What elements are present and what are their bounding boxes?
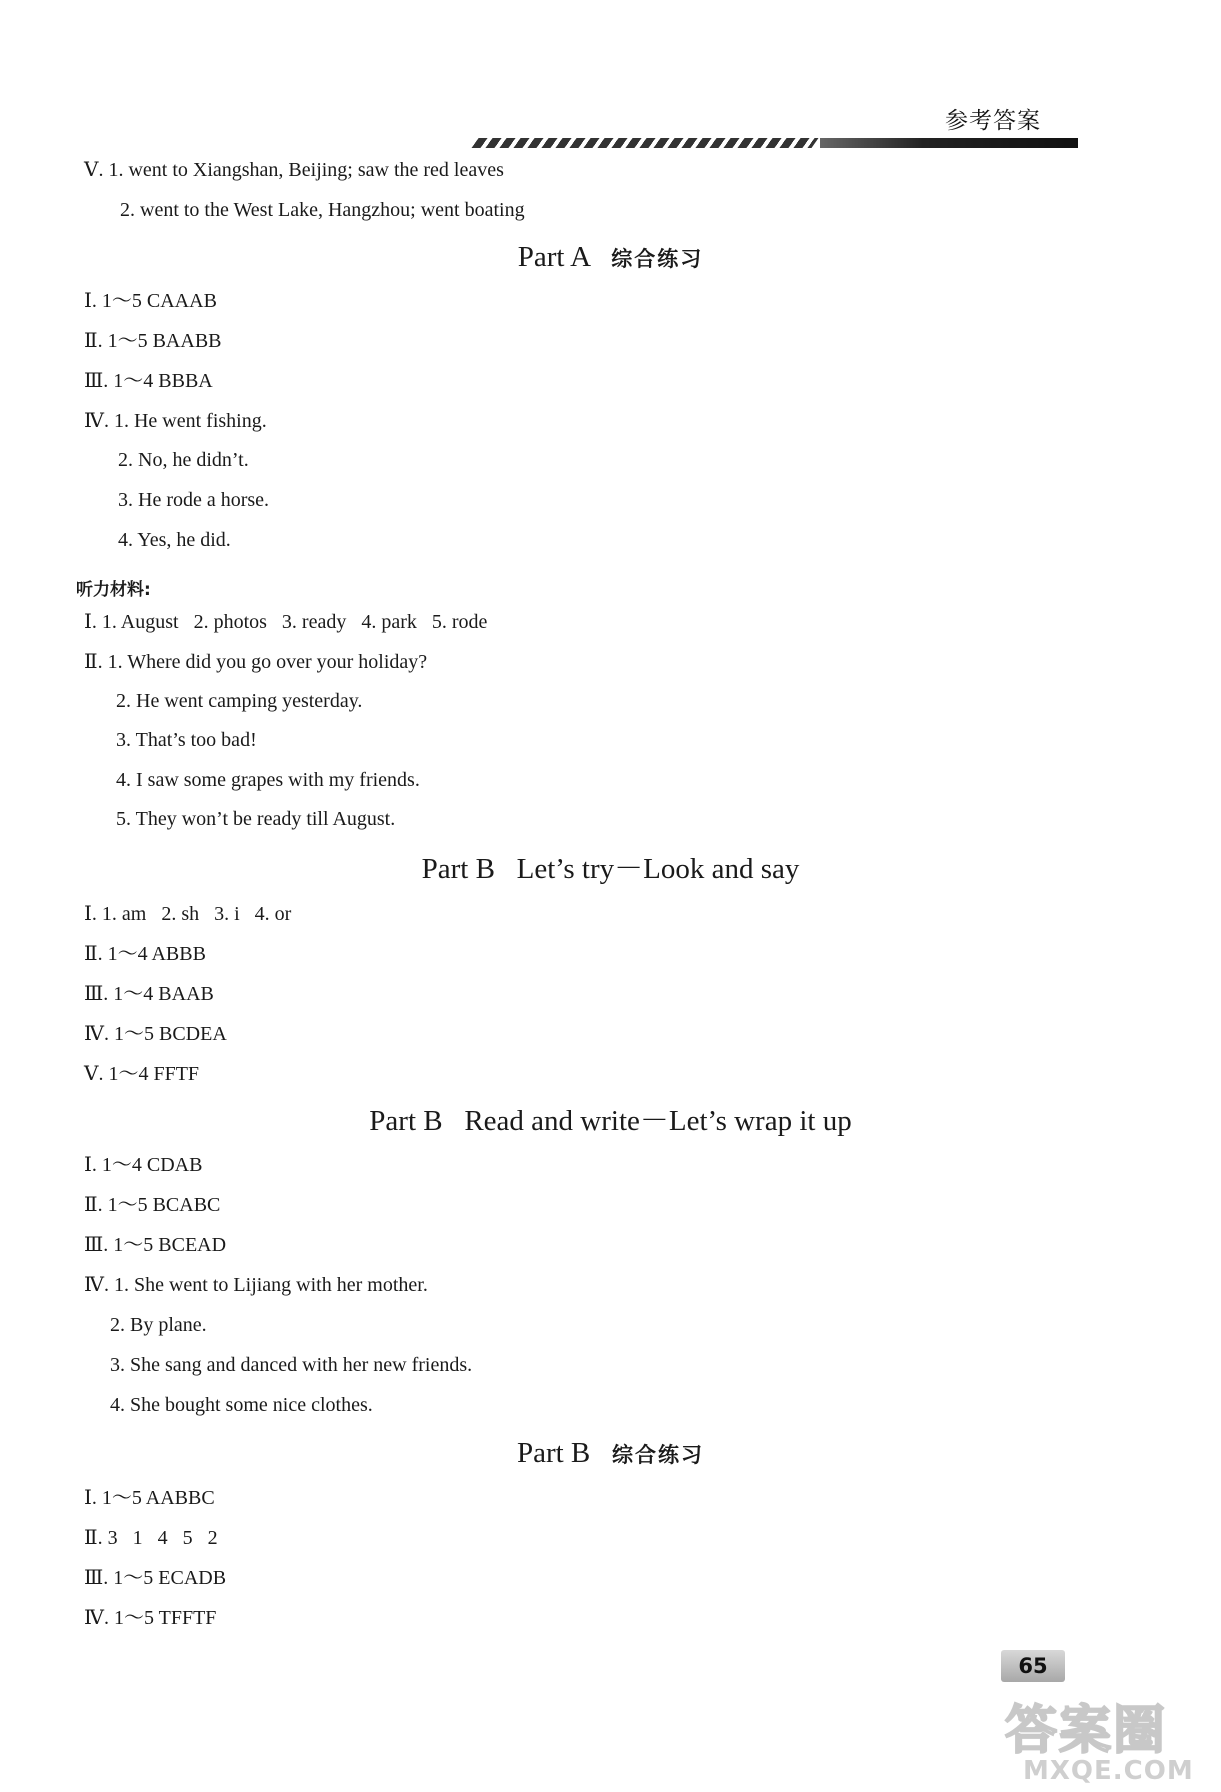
answer-line: Ⅰ. 1～5 CAAAB: [84, 290, 217, 312]
answer-line: Ⅱ. 1～4 ABBB: [84, 943, 206, 965]
answer-line: Ⅰ. 1. am 2. sh 3. i 4. or: [84, 903, 292, 925]
answer-line: Ⅰ. 1. August 2. photos 3. ready 4. park 5. rode: [84, 611, 488, 633]
answer-line: Ⅱ. 3 1 4 5 2: [84, 1527, 218, 1549]
header-dashes: [471, 138, 818, 148]
section-heading-part-b-try: Part B Let’s try－Look and say: [421, 853, 800, 885]
header-bar: [820, 138, 1078, 148]
answer-line: 4. She bought some nice clothes.: [110, 1394, 373, 1416]
section-title: Part B: [516, 1437, 591, 1469]
page-number: 65: [1001, 1650, 1065, 1682]
answer-line: Ⅲ. 1～4 BBBA: [84, 370, 213, 392]
answer-line: 2. He went camping yesterday.: [116, 690, 363, 712]
section-heading-part-b-review: [0, 1436, 1221, 1472]
answer-line: Ⅲ. 1～5 ECADB: [84, 1567, 227, 1589]
section-heading-part-a: [0, 240, 1221, 276]
section-heading-part-b-read: Part B Read and write－Let’s wrap it up: [369, 1105, 852, 1137]
section-title-cn: 综合练习: [612, 1443, 705, 1467]
answer-line: Ⅱ. 1～5 BCABC: [84, 1194, 221, 1216]
answer-line: 4. I saw some grapes with my friends.: [116, 769, 420, 791]
section-title-cn: 综合练习: [611, 247, 704, 271]
answer-line: 2. went to the West Lake, Hangzhou; went boating: [120, 199, 525, 221]
answer-line: 5. They won’t be ready till August.: [116, 808, 396, 830]
answer-line: 2. No, he didn’t.: [118, 449, 249, 471]
answer-line: 2. By plane.: [110, 1314, 207, 1336]
answer-line: Ⅳ. 1～5 TFFTF: [84, 1607, 217, 1629]
answer-line: Ⅳ. 1. She went to Lijiang with her mother.: [84, 1274, 428, 1296]
header-title: 参考答案: [945, 108, 1041, 134]
answer-line: Ⅴ. 1～4 FFTF: [84, 1063, 200, 1085]
watermark-logo: [1005, 1688, 1215, 1788]
answer-line: Ⅰ. 1～5 AABBC: [84, 1487, 215, 1509]
answer-line: 3. She sang and danced with her new friends.: [110, 1354, 473, 1376]
watermark-text-cn: 答案圈: [1005, 1701, 1168, 1761]
section-title: Part A: [517, 241, 590, 273]
answer-line: 3. He rode a horse.: [118, 489, 270, 511]
listening-label: 听力材料:: [76, 580, 151, 600]
answer-line: Ⅰ. 1～4 CDAB: [84, 1154, 203, 1176]
answer-line: Ⅱ. 1. Where did you go over your holiday?: [84, 651, 428, 673]
answer-line: Ⅳ. 1. He went fishing.: [84, 410, 267, 432]
answer-line: 3. That’s too bad!: [116, 729, 257, 751]
answer-line: Ⅳ. 1～5 BCDEA: [84, 1023, 227, 1045]
answer-line: Ⅴ. 1. went to Xiangshan, Beijing; saw the red leaves: [84, 159, 504, 181]
answer-line: Ⅱ. 1～5 BAABB: [84, 330, 222, 352]
watermark-text-en: MXQE.COM: [1023, 1756, 1194, 1786]
header-decoration: [475, 136, 1078, 150]
answer-line: 4. Yes, he did.: [118, 529, 231, 551]
answer-line: Ⅲ. 1～5 BCEAD: [84, 1234, 227, 1256]
answer-line: Ⅲ. 1～4 BAAB: [84, 983, 214, 1005]
